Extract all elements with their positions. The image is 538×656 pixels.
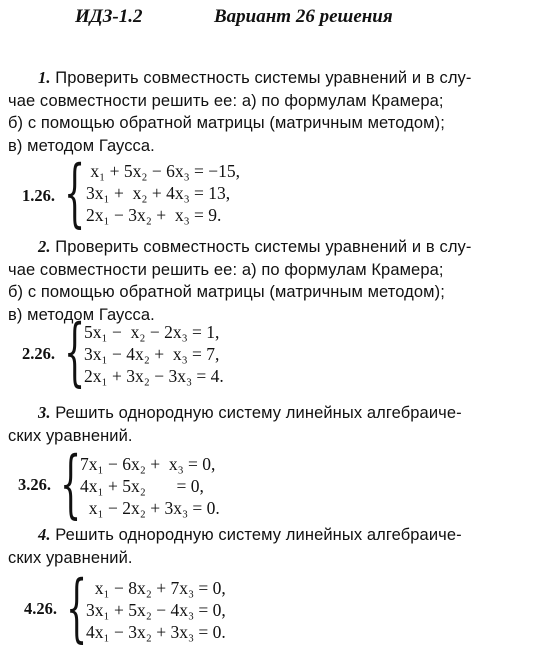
equation: x₁ − 8x₂ + 7x₃ = 0, <box>86 578 226 598</box>
equation: 5x₁ − x₂ − 2x₃ = 1, <box>84 322 220 342</box>
problem-1 <box>8 67 522 157</box>
problem-4 <box>8 524 522 569</box>
equation: 7x₁ − 6x₂ + x₃ = 0, <box>80 454 216 474</box>
equation: 2x₁ − 3x₂ + x₃ = 9. <box>86 205 222 225</box>
equation: 3x₁ + 5x₂ − 4x₃ = 0, <box>86 600 226 620</box>
equation: 2x₁ + 3x₂ − 3x₃ = 4. <box>84 366 224 386</box>
equations <box>86 577 226 643</box>
left-brace-icon: { <box>64 309 86 395</box>
system-label: 3.26. <box>18 475 51 494</box>
assignment-title: ИДЗ-1.2 <box>75 6 143 27</box>
problem-number: 4. <box>38 525 51 544</box>
equation: x₁ − 2x₂ + 3x₃ = 0. <box>80 498 220 518</box>
problem-statement: 4. Решить однородную систему линейных алгебраиче- ских уравнений. <box>8 525 462 567</box>
equations <box>86 160 240 226</box>
equation: 3x₁ + x₂ + 4x₃ = 13, <box>86 183 231 203</box>
left-brace-icon: { <box>60 441 82 527</box>
problem-number: 3. <box>38 403 51 422</box>
problem-statement: 1. Проверить совместность системы уравнений и в слу- чае совместности решить ее: а) по формулам Крамера; б) с помощью обратной матрицы (матричным методом); в) методом Гаусса. <box>8 68 472 155</box>
problem-statement: 3. Решить однородную систему линейных алгебраиче- ских уравнений. <box>8 403 462 445</box>
problem-number: 1. <box>38 68 51 87</box>
variant-title: Вариант 26 решения <box>214 6 393 27</box>
problem-number: 2. <box>38 237 51 256</box>
equation: x₁ + 5x₂ − 6x₃ = −15, <box>86 161 241 181</box>
system-label: 4.26. <box>24 599 57 618</box>
problem-statement: 2. Проверить совместность системы уравнений и в слу- чае совместности решить ее: а) по формулам Крамера; б) с помощью обратной матрицы (матричным методом); в) методом Гаусса. <box>8 237 472 324</box>
problem-3 <box>8 402 522 447</box>
equations <box>84 321 224 387</box>
system-label: 2.26. <box>22 344 55 363</box>
equations <box>80 453 220 519</box>
equation: 3x₁ − 4x₂ + x₃ = 7, <box>84 344 220 364</box>
equation: 4x₁ + 5x₂ = 0, <box>80 476 204 496</box>
page-header <box>75 6 518 28</box>
equation: 4x₁ − 3x₂ + 3x₃ = 0. <box>86 622 226 642</box>
left-brace-icon: { <box>66 565 88 651</box>
left-brace-icon: { <box>64 150 86 236</box>
system-label: 1.26. <box>22 186 55 205</box>
